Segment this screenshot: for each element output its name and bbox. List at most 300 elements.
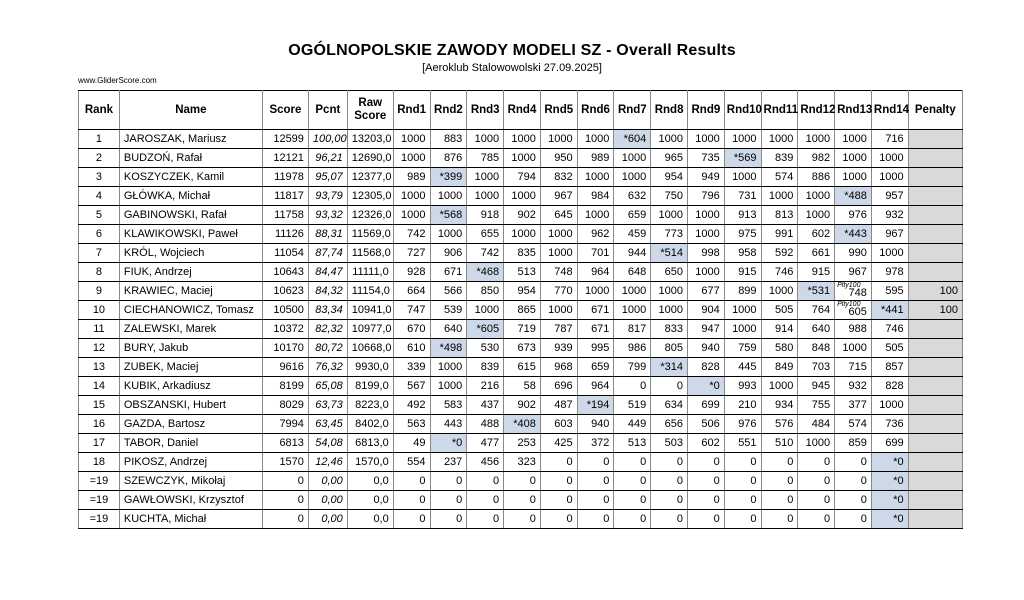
round-cell: 377 — [835, 396, 872, 415]
round-cell: 0 — [430, 491, 467, 510]
column-header-rnd6: Rnd6 — [577, 91, 614, 130]
column-header-pcnt: Pcnt — [308, 91, 347, 130]
pcnt-cell: 76,32 — [308, 358, 347, 377]
round-cell: 859 — [835, 434, 872, 453]
round-cell: 865 — [504, 301, 541, 320]
round-cell: 253 — [504, 434, 541, 453]
round-cell: 1000 — [798, 434, 835, 453]
round-cell: 0 — [540, 510, 577, 529]
round-cell: 0 — [761, 472, 798, 491]
round-cell: 0 — [651, 472, 688, 491]
pcnt-cell: 63,45 — [308, 415, 347, 434]
pcnt-cell: 12,46 — [308, 453, 347, 472]
column-header-rnd11: Rnd11 — [761, 91, 798, 130]
round-cell: 939 — [540, 339, 577, 358]
round-cell: 1000 — [835, 130, 872, 149]
round-cell: 1000 — [871, 244, 908, 263]
table-row — [79, 434, 963, 453]
score-cell: 11054 — [262, 244, 308, 263]
round-cell: 0 — [540, 453, 577, 472]
round-cell: 932 — [871, 206, 908, 225]
round-cell: 975 — [724, 225, 761, 244]
round-cell: 940 — [577, 415, 614, 434]
round-cell: 650 — [651, 263, 688, 282]
score-cell: 10170 — [262, 339, 308, 358]
table-row — [79, 320, 963, 339]
name-cell: GABINOWSKI, Rafał — [119, 206, 262, 225]
round-cell: 0 — [614, 510, 651, 529]
round-cell: 671 — [577, 301, 614, 320]
round-cell: 0 — [614, 491, 651, 510]
round-cell: *488 — [835, 187, 872, 206]
round-cell: 0 — [835, 491, 872, 510]
round-cell: 958 — [724, 244, 761, 263]
round-cell: 787 — [540, 320, 577, 339]
round-cell: 0 — [504, 472, 541, 491]
rank-cell: 6 — [79, 225, 120, 244]
round-cell: 0 — [577, 491, 614, 510]
round-cell: 945 — [798, 377, 835, 396]
round-cell: 574 — [835, 415, 872, 434]
table-row — [79, 149, 963, 168]
round-cell: 796 — [687, 187, 724, 206]
table-row — [79, 339, 963, 358]
round-cell: 944 — [614, 244, 651, 263]
round-cell: 1000 — [430, 225, 467, 244]
column-header-rnd2: Rnd2 — [430, 91, 467, 130]
raw-score-cell: 10977,0 — [347, 320, 393, 339]
raw-score-cell: 0,0 — [347, 491, 393, 510]
round-cell: 437 — [467, 396, 504, 415]
round-cell: 1000 — [835, 339, 872, 358]
name-cell: JAROSZAK, Mariusz — [119, 130, 262, 149]
column-header-rnd12: Rnd12 — [798, 91, 835, 130]
round-cell: 1000 — [430, 187, 467, 206]
name-cell: GŁÓWKA, Michał — [119, 187, 262, 206]
round-cell: 487 — [540, 396, 577, 415]
round-cell: 1000 — [504, 187, 541, 206]
penalty-note: Plty100 — [837, 282, 861, 289]
pcnt-cell: 0,00 — [308, 472, 347, 491]
round-cell: 670 — [393, 320, 430, 339]
round-cell: 719 — [504, 320, 541, 339]
round-cell: 1000 — [393, 187, 430, 206]
round-cell: 0 — [724, 453, 761, 472]
round-cell: 671 — [577, 320, 614, 339]
round-cell: 513 — [614, 434, 651, 453]
round-cell: 602 — [687, 434, 724, 453]
penalty-cell — [908, 263, 962, 282]
rank-cell: 15 — [79, 396, 120, 415]
penalty-cell — [908, 320, 962, 339]
rank-cell: 3 — [79, 168, 120, 187]
round-cell: 727 — [393, 244, 430, 263]
round-cell: *569 — [724, 149, 761, 168]
round-cell: 848 — [798, 339, 835, 358]
round-cell: 1000 — [651, 206, 688, 225]
score-cell: 10643 — [262, 263, 308, 282]
penalty-cell — [908, 472, 962, 491]
raw-score-cell: 8402,0 — [347, 415, 393, 434]
round-cell: 0 — [835, 510, 872, 529]
score-cell: 8029 — [262, 396, 308, 415]
round-cell: 640 — [430, 320, 467, 339]
table-row — [79, 263, 963, 282]
name-cell: KUBIK, Arkadiusz — [119, 377, 262, 396]
score-cell: 12121 — [262, 149, 308, 168]
penalty-cell — [908, 358, 962, 377]
penalty-cell — [908, 453, 962, 472]
round-cell: 1000 — [651, 130, 688, 149]
round-cell: 563 — [393, 415, 430, 434]
penalty-cell — [908, 415, 962, 434]
round-cell: 1000 — [430, 358, 467, 377]
pcnt-cell: 93,32 — [308, 206, 347, 225]
round-cell: 1000 — [724, 130, 761, 149]
round-cell: 857 — [871, 358, 908, 377]
page-title: OGÓLNOPOLSKIE ZAWODY MODELI SZ - Overall Results — [288, 42, 736, 59]
pcnt-cell: 82,32 — [308, 320, 347, 339]
pcnt-cell: 63,73 — [308, 396, 347, 415]
column-header-rnd8: Rnd8 — [651, 91, 688, 130]
round-cell: 595 — [871, 282, 908, 301]
round-cell: 49 — [393, 434, 430, 453]
round-cell: 583 — [430, 396, 467, 415]
round-cell: 990 — [835, 244, 872, 263]
round-cell: 828 — [687, 358, 724, 377]
score-cell: 0 — [262, 510, 308, 529]
round-cell: 731 — [724, 187, 761, 206]
round-cell: 0 — [393, 510, 430, 529]
raw-score-cell: 8223,0 — [347, 396, 393, 415]
name-cell: CIECHANOWICZ, Tomasz — [119, 301, 262, 320]
name-cell: KOSZYCZEK, Kamil — [119, 168, 262, 187]
round-cell — [835, 282, 872, 301]
round-cell: 813 — [761, 206, 798, 225]
name-cell: FIUK, Andrzej — [119, 263, 262, 282]
round-cell: 1000 — [504, 225, 541, 244]
name-cell: BUDZOŃ, Rafał — [119, 149, 262, 168]
round-cell: *0 — [430, 434, 467, 453]
round-cell: 785 — [467, 149, 504, 168]
round-cell: 323 — [504, 453, 541, 472]
round-cell: 0 — [687, 510, 724, 529]
raw-score-cell: 11568,0 — [347, 244, 393, 263]
round-cell: 445 — [724, 358, 761, 377]
round-cell: 989 — [577, 149, 614, 168]
round-cell: 603 — [540, 415, 577, 434]
round-cell: 947 — [687, 320, 724, 339]
score-cell: 8199 — [262, 377, 308, 396]
round-cell: 928 — [393, 263, 430, 282]
round-cell: 1000 — [687, 263, 724, 282]
name-cell: KRÓL, Wojciech — [119, 244, 262, 263]
name-cell: PIKOSZ, Andrzej — [119, 453, 262, 472]
column-header-rnd3: Rnd3 — [467, 91, 504, 130]
rank-cell: 12 — [79, 339, 120, 358]
name-cell: GAWŁOWSKI, Krzysztof — [119, 491, 262, 510]
round-cell: 477 — [467, 434, 504, 453]
round-cell: 567 — [393, 377, 430, 396]
column-header-rnd13: Rnd13 — [835, 91, 872, 130]
pcnt-cell: 84,47 — [308, 263, 347, 282]
round-cell: 967 — [871, 225, 908, 244]
round-cell: *0 — [871, 510, 908, 529]
round-cell: 539 — [430, 301, 467, 320]
raw-score-cell: 0,0 — [347, 472, 393, 491]
round-cell: 1000 — [651, 282, 688, 301]
round-cell: 932 — [835, 377, 872, 396]
round-cell: 1000 — [798, 187, 835, 206]
table-row — [79, 510, 963, 529]
round-cell: 1000 — [393, 206, 430, 225]
table-row — [79, 358, 963, 377]
round-cell: 0 — [467, 491, 504, 510]
round-cell: 1000 — [467, 187, 504, 206]
round-cell: 456 — [467, 453, 504, 472]
round-cell: 566 — [430, 282, 467, 301]
round-cell: 746 — [761, 263, 798, 282]
round-cell: 1000 — [687, 206, 724, 225]
name-cell: BURY, Jakub — [119, 339, 262, 358]
round-cell: 0 — [430, 472, 467, 491]
score-cell: 10500 — [262, 301, 308, 320]
rank-cell: =19 — [79, 472, 120, 491]
round-cell: 995 — [577, 339, 614, 358]
round-cell: 492 — [393, 396, 430, 415]
round-cell: *568 — [430, 206, 467, 225]
round-cell: 580 — [761, 339, 798, 358]
round-cell: 886 — [798, 168, 835, 187]
round-cell: 991 — [761, 225, 798, 244]
table-row — [79, 301, 963, 320]
pcnt-cell: 80,72 — [308, 339, 347, 358]
raw-score-cell: 0,0 — [347, 510, 393, 529]
round-cell: 968 — [540, 358, 577, 377]
penalty-cell — [908, 396, 962, 415]
round-cell: 918 — [467, 206, 504, 225]
round-cell: 449 — [614, 415, 651, 434]
round-cell: 770 — [540, 282, 577, 301]
round-cell: 0 — [577, 453, 614, 472]
round-cell: 0 — [614, 453, 651, 472]
round-cell: 1000 — [467, 130, 504, 149]
round-cell: 1000 — [540, 244, 577, 263]
round-cell: 655 — [467, 225, 504, 244]
round-cell: 645 — [540, 206, 577, 225]
round-cell: *514 — [651, 244, 688, 263]
round-cell: 839 — [761, 149, 798, 168]
round-cell: 488 — [467, 415, 504, 434]
round-cell: 1000 — [393, 130, 430, 149]
round-cell: 1000 — [504, 130, 541, 149]
round-cell: 1000 — [577, 168, 614, 187]
round-cell: *194 — [577, 396, 614, 415]
column-header-rnd1: Rnd1 — [393, 91, 430, 130]
round-cell: 0 — [798, 472, 835, 491]
round-cell: 0 — [651, 491, 688, 510]
round-cell: *441 — [871, 301, 908, 320]
rank-cell: 17 — [79, 434, 120, 453]
round-cell: *605 — [467, 320, 504, 339]
round-cell: 0 — [614, 377, 651, 396]
round-cell: 957 — [871, 187, 908, 206]
round-cell: 915 — [724, 263, 761, 282]
round-cell: 988 — [835, 320, 872, 339]
round-cell: 1000 — [577, 206, 614, 225]
penalty-cell — [908, 491, 962, 510]
table-row — [79, 396, 963, 415]
pcnt-cell: 54,08 — [308, 434, 347, 453]
score-cell: 11978 — [262, 168, 308, 187]
round-cell: 1000 — [504, 149, 541, 168]
round-cell: 986 — [614, 339, 651, 358]
round-cell: 978 — [871, 263, 908, 282]
round-cell: 906 — [430, 244, 467, 263]
round-cell: 0 — [687, 491, 724, 510]
round-cell: 1000 — [614, 301, 651, 320]
round-cell: 459 — [614, 225, 651, 244]
name-cell: SZEWCZYK, Mikołaj — [119, 472, 262, 491]
round-cell: 940 — [687, 339, 724, 358]
rank-cell: 18 — [79, 453, 120, 472]
round-cell: 237 — [430, 453, 467, 472]
round-cell: 484 — [798, 415, 835, 434]
results-table — [78, 90, 963, 529]
score-cell: 6813 — [262, 434, 308, 453]
round-cell: 993 — [724, 377, 761, 396]
rank-cell: 5 — [79, 206, 120, 225]
round-cell: 1000 — [393, 149, 430, 168]
score-cell: 0 — [262, 472, 308, 491]
round-cell: 1000 — [761, 377, 798, 396]
column-header-name: Name — [119, 91, 262, 130]
round-cell: 576 — [761, 415, 798, 434]
round-value: 605 — [848, 306, 867, 318]
round-cell: 746 — [871, 320, 908, 339]
pcnt-cell: 65,08 — [308, 377, 347, 396]
raw-score-cell: 10941,0 — [347, 301, 393, 320]
round-cell: 1000 — [761, 282, 798, 301]
table-row — [79, 282, 963, 301]
round-cell: 0 — [651, 510, 688, 529]
penalty-cell — [908, 244, 962, 263]
round-cell: 954 — [504, 282, 541, 301]
pcnt-cell: 93,79 — [308, 187, 347, 206]
raw-score-cell: 8199,0 — [347, 377, 393, 396]
round-cell: 1000 — [724, 301, 761, 320]
round-cell: 982 — [798, 149, 835, 168]
round-cell: 965 — [651, 149, 688, 168]
column-header-score: Score — [262, 91, 308, 130]
name-cell: TABOR, Daniel — [119, 434, 262, 453]
round-cell: *0 — [871, 491, 908, 510]
round-cell: 1000 — [724, 320, 761, 339]
round-cell: 602 — [798, 225, 835, 244]
round-cell: 904 — [687, 301, 724, 320]
table-row — [79, 225, 963, 244]
round-cell: 1000 — [540, 225, 577, 244]
score-cell: 11126 — [262, 225, 308, 244]
round-cell: 210 — [724, 396, 761, 415]
score-cell: 11758 — [262, 206, 308, 225]
round-cell: 513 — [504, 263, 541, 282]
round-cell: *604 — [614, 130, 651, 149]
round-cell: 699 — [687, 396, 724, 415]
score-cell: 0 — [262, 491, 308, 510]
raw-score-cell: 12326,0 — [347, 206, 393, 225]
round-cell: 1000 — [651, 301, 688, 320]
table-row — [79, 130, 963, 149]
pcnt-cell: 87,74 — [308, 244, 347, 263]
raw-score-cell: 13203,0 — [347, 130, 393, 149]
round-cell: 915 — [798, 263, 835, 282]
round-cell: 742 — [393, 225, 430, 244]
round-cell: 510 — [761, 434, 798, 453]
rank-cell: 14 — [79, 377, 120, 396]
pcnt-cell: 0,00 — [308, 510, 347, 529]
round-cell: 750 — [651, 187, 688, 206]
round-cell: *468 — [467, 263, 504, 282]
round-cell: 1000 — [430, 377, 467, 396]
round-cell: 899 — [724, 282, 761, 301]
table-row — [79, 472, 963, 491]
round-cell: 934 — [761, 396, 798, 415]
round-cell: 0 — [577, 510, 614, 529]
round-cell: 610 — [393, 339, 430, 358]
round-cell: 764 — [798, 301, 835, 320]
round-cell: *314 — [651, 358, 688, 377]
round-cell: 755 — [798, 396, 835, 415]
rank-cell: 13 — [79, 358, 120, 377]
round-cell: 0 — [687, 472, 724, 491]
round-cell: 1000 — [871, 149, 908, 168]
rank-cell: 9 — [79, 282, 120, 301]
round-cell: 659 — [614, 206, 651, 225]
round-cell: 1000 — [798, 206, 835, 225]
table-row — [79, 168, 963, 187]
round-cell: 677 — [687, 282, 724, 301]
penalty-cell — [908, 225, 962, 244]
rank-cell: 4 — [79, 187, 120, 206]
round-cell: 699 — [871, 434, 908, 453]
round-cell: 505 — [871, 339, 908, 358]
penalty-cell — [908, 339, 962, 358]
round-cell: 747 — [393, 301, 430, 320]
penalty-cell — [908, 206, 962, 225]
round-cell: 1000 — [467, 168, 504, 187]
round-cell: 914 — [761, 320, 798, 339]
round-cell: 0 — [504, 510, 541, 529]
rank-cell: =19 — [79, 510, 120, 529]
pcnt-cell: 88,31 — [308, 225, 347, 244]
name-cell: ZUBEK, Maciej — [119, 358, 262, 377]
table-row — [79, 244, 963, 263]
round-cell: 1000 — [687, 130, 724, 149]
pcnt-cell: 83,34 — [308, 301, 347, 320]
table-row — [79, 491, 963, 510]
penalty-cell — [908, 149, 962, 168]
round-cell: 0 — [393, 491, 430, 510]
rank-cell: 7 — [79, 244, 120, 263]
penalty-note: Plty100 — [837, 301, 861, 308]
round-cell: 976 — [835, 206, 872, 225]
raw-score-cell: 6813,0 — [347, 434, 393, 453]
round-cell: 0 — [835, 472, 872, 491]
round-cell: 519 — [614, 396, 651, 415]
round-cell: 967 — [540, 187, 577, 206]
round-cell: 671 — [430, 263, 467, 282]
